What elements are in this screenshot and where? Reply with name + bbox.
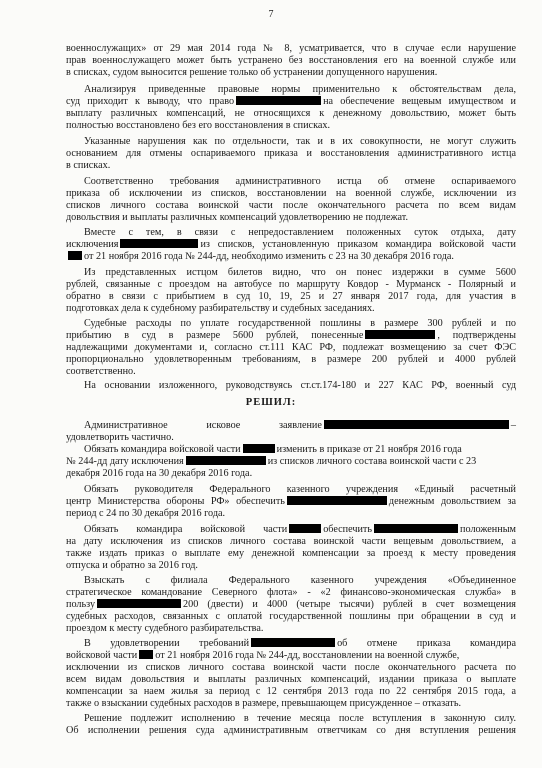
text-line	[66, 548, 516, 559]
text-segment: всем видам довольствия и выплаты различных компенсаций, издании приказа о выплате	[66, 674, 516, 685]
text-segment: прав военнослужащего может быть устранено без восстановления его на военной службе или	[66, 55, 516, 66]
text-line	[66, 662, 516, 673]
text-segment: прибытию в суд в размере 5600 рублей, понесенные	[66, 330, 364, 341]
text-line	[66, 623, 516, 634]
text-line	[66, 698, 516, 709]
text-line	[84, 227, 516, 238]
text-line	[66, 200, 516, 211]
text-segment: отпуска и обратно за 2016 год.	[66, 560, 198, 571]
text-line	[66, 239, 516, 250]
text-segment: Решение подлежит исполнению в течение месяца после вступления в законную силу.	[84, 713, 516, 724]
text-segment: Судебные расходы по уплате государственной пошлины в размере 300 рублей и по	[84, 318, 516, 329]
text-line	[66, 456, 516, 467]
text-line	[84, 267, 516, 278]
text-segment: Обязать руководителя Федерального казенного учреждения «Единый расчетный	[84, 484, 516, 495]
text-segment: проездом к месту судебного разбирательства.	[66, 623, 264, 634]
resolution-heading: РЕШИЛ:	[245, 397, 297, 408]
text-line	[66, 148, 516, 159]
text-segment: Анализируя приведенные правовые нормы применительно к обстоятельствам дела,	[84, 84, 516, 95]
text-segment: обеспечить	[323, 524, 373, 535]
text-segment: удовлетворить частично.	[66, 432, 174, 443]
text-line	[66, 251, 516, 262]
text-segment: на обеспечение вещевым имуществом и	[323, 96, 517, 107]
text-segment: Из представленных истцом билетов видно, что он понес издержки в сумме 5600	[84, 267, 516, 278]
text-line	[66, 366, 516, 377]
text-segment: из списков личного состава воинской части с 23	[267, 456, 477, 467]
text-segment: Вместе с тем, в связи с непредоставлением положенных суток отдыха, дату	[84, 227, 516, 238]
text-line	[66, 560, 516, 571]
text-line	[66, 160, 516, 171]
text-line	[84, 380, 516, 391]
text-segment: военнослужащих» от 29 мая 2014 года № 8, усматривается, что в случае если нарушение	[66, 43, 516, 54]
redaction-block	[186, 456, 266, 465]
text-line	[84, 444, 516, 455]
text-segment: пользу	[66, 599, 96, 610]
text-line	[84, 638, 516, 649]
page-number: 7	[268, 9, 274, 20]
text-segment: центр Министерства обороны РФ» обеспечить	[66, 496, 285, 507]
text-segment: исключении из списков личного состава воинской части после окончательного расчета по	[66, 662, 516, 673]
text-segment: В удовлетворении требований	[84, 638, 250, 649]
text-segment: в списках.	[66, 160, 111, 171]
text-line	[84, 84, 516, 95]
text-segment: № 244-дд дату исключения	[66, 456, 184, 467]
redaction-block	[365, 330, 435, 339]
text-line	[66, 354, 516, 365]
text-segment: основанием для отмены оспариваемого приказа и восстановления административного истца	[66, 148, 516, 159]
text-segment: от 21 ноября 2016 года № 244-дд, восстановлении на военной службе,	[155, 650, 460, 661]
text-line	[66, 67, 516, 78]
text-segment: компенсации за наем жилья за период с 12 сентября 2013 года по 22 сентября 2015 года, а	[66, 686, 516, 697]
text-line	[84, 420, 516, 431]
text-segment: об отмене приказа командира	[337, 638, 516, 649]
text-segment: Об исполнении решения суда административным ответчикам со дня вступления решения	[66, 725, 516, 736]
text-line	[84, 575, 516, 586]
text-line	[66, 279, 516, 290]
text-line	[84, 713, 516, 724]
text-segment: Взыскать с филиала Федерального казенного учреждения «Объединенное	[84, 575, 516, 586]
text-line	[66, 303, 516, 314]
text-segment: выплату различных компенсаций, не относящихся к денежному довольствию, может быть	[66, 108, 516, 119]
text-line	[66, 188, 516, 199]
text-line	[66, 611, 516, 622]
text-line	[84, 484, 516, 495]
text-line	[66, 686, 516, 697]
text-segment: стратегическое командование Северного флота» - «2 финансово-экономическая служба» в	[66, 587, 516, 598]
redaction-block	[243, 444, 275, 453]
text-line	[66, 108, 516, 119]
text-line	[66, 508, 516, 519]
text-segment: списков личного состава воинской части после окончательного расчета по всем видам	[66, 200, 516, 211]
text-segment: Обязать командира войсковой части	[84, 444, 241, 455]
text-segment: из списков, установленную приказом командира войсковой части	[200, 239, 516, 250]
text-line	[66, 43, 516, 54]
redaction-block	[251, 638, 335, 647]
text-line	[66, 536, 516, 547]
text-segment: –	[510, 420, 516, 431]
redaction-block	[374, 524, 458, 533]
text-segment: Административное исковое заявление	[84, 420, 322, 431]
text-segment: изменить в приказе от 21 ноября 2016 года	[276, 444, 462, 455]
text-segment: полностью восстановлено без его восстановления в списках.	[66, 120, 331, 131]
text-line	[84, 136, 516, 147]
text-segment: рублей, связанные с проездом на автобусе по маршруту Ковдор - Мурманск - Полярный и	[66, 279, 516, 290]
text-segment: 200 (двести) и 4000 (четыре тысячи) рублей в счет возмещения	[183, 599, 516, 610]
redaction-block	[120, 239, 198, 248]
redaction-block	[289, 524, 321, 533]
text-segment: судебных расходов, связанных с оплатой государственной пошлины при обращении в суд и	[66, 611, 516, 622]
text-line	[66, 674, 516, 685]
text-line	[66, 599, 516, 610]
text-line	[84, 318, 516, 329]
text-line	[66, 120, 516, 131]
text-line	[66, 342, 516, 353]
text-segment: соответственно.	[66, 366, 136, 377]
redaction-block	[68, 251, 82, 260]
redaction-block	[97, 599, 181, 608]
redaction-block	[287, 496, 387, 505]
text-line	[66, 212, 516, 223]
text-line	[66, 468, 516, 479]
text-segment: декабря 2016 года на 30 декабря 2016 года.	[66, 468, 253, 479]
text-line	[66, 291, 516, 302]
text-line	[66, 725, 516, 736]
text-line	[66, 96, 516, 107]
text-segment: в списках, судом выносится решение только об устранении допущенного нарушения.	[66, 67, 438, 78]
text-segment: обратно в связи с прибытием в суд 10, 19, 25 и 27 января 2017 года, для участия в	[66, 291, 516, 302]
text-line	[84, 176, 516, 187]
text-segment: исключения	[66, 239, 119, 250]
text-segment: Соответственно требования административного истца об отмене оспариваемого	[84, 176, 516, 187]
text-segment: от 21 ноября 2016 года № 244-дд, необходимо изменить с 23 на 30 декабря 2016 года.	[84, 251, 454, 262]
text-segment: довольствия и выплаты различных компенсаций удовлетворению не подлежат.	[66, 212, 409, 223]
text-segment: суд приходит к выводу, что право	[66, 96, 235, 107]
text-line	[66, 432, 516, 443]
text-line	[66, 650, 516, 661]
redaction-block	[324, 420, 509, 429]
text-segment: также издать приказ о выплате ему денежной компенсации за проезд к месту проведения	[66, 548, 516, 559]
text-segment: приказа об исключении из списков, восстановлении на военной службе, исключении из	[66, 188, 516, 199]
text-line	[66, 55, 516, 66]
text-line	[66, 496, 516, 507]
text-line	[66, 330, 516, 341]
text-segment: также о взыскании судебных расходов в размере, превышающем присужденное – отказать.	[66, 698, 462, 709]
text-segment: период с 24 по 30 декабря 2016 года.	[66, 508, 226, 519]
text-segment: положенным	[460, 524, 516, 535]
text-segment: подготовках дела к судебному разбирательству и судебных заседаниях.	[66, 303, 375, 314]
text-segment: пропорционально удовлетворенным требованиям, в размере 200 рублей и 4000 рублей	[66, 354, 516, 365]
text-segment: , подтверждены	[437, 330, 516, 341]
text-segment: на дату исключения из списков личного состава воинской части вещевым довольствием, а	[66, 536, 516, 547]
redaction-block	[236, 96, 321, 105]
text-line	[66, 587, 516, 598]
text-segment: Обязать командира войсковой части	[84, 524, 288, 535]
redaction-block	[139, 650, 153, 659]
text-segment: Указанные нарушения как по отдельности, так и в их совокупности, не могут служить	[84, 136, 516, 147]
text-segment: денежным довольствием за	[388, 496, 517, 507]
text-segment: надлежащими документами и, согласно ст.111 КАС РФ, подлежат возмещению за счет ФЭС	[66, 342, 516, 353]
text-segment: войсковой части	[66, 650, 138, 661]
text-segment: На основании изложенного, руководствуясь ст.ст.174-180 и 227 КАС РФ, военный суд	[84, 380, 516, 391]
text-line	[84, 524, 516, 535]
